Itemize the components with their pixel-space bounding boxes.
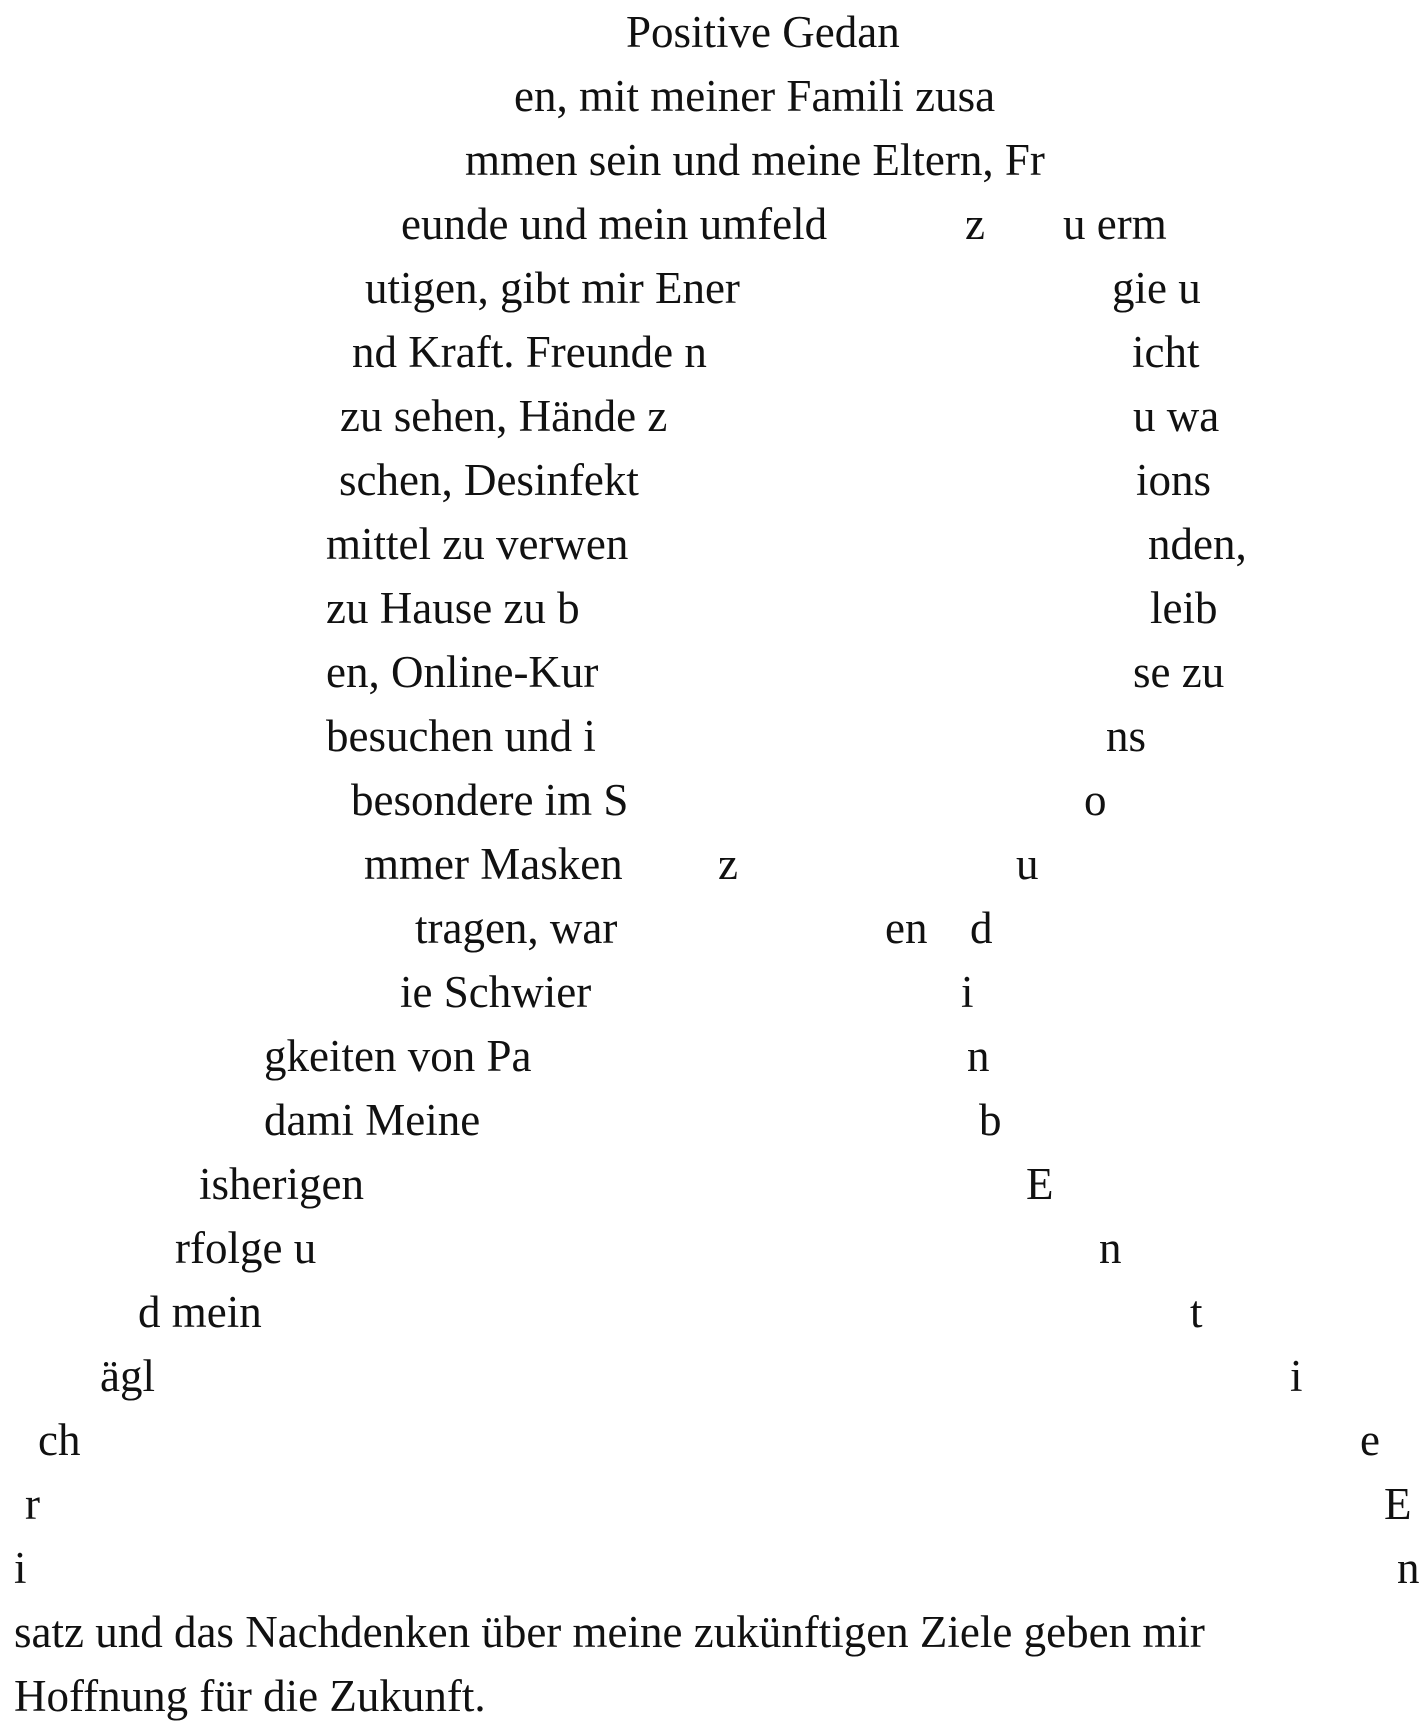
poem-line-10-left: zu Hause zu b xyxy=(326,583,580,633)
poem-line-20-left: rfolge u xyxy=(175,1223,317,1273)
poem-line-11-right: se zu xyxy=(1133,647,1225,697)
poem-line-21-right: t xyxy=(1190,1287,1203,1337)
poem-line-9-right: nden, xyxy=(1148,519,1247,569)
poem-line-16-left: ie Schwier xyxy=(400,967,592,1017)
poem-line-5-right: gie u xyxy=(1112,263,1201,313)
poem-line-14-left: mmer Masken xyxy=(364,839,623,889)
poem-line-20-right: n xyxy=(1099,1223,1122,1273)
poem-line-14-right: u xyxy=(1016,839,1039,889)
poem-line-1: Positive Gedan xyxy=(626,7,900,57)
poem-line-13-right: o xyxy=(1084,775,1107,825)
poem-line-8-right: ions xyxy=(1136,455,1212,505)
poem-line-22-right: i xyxy=(1290,1351,1303,1401)
poem-line-25-right: n xyxy=(1397,1543,1420,1593)
poem-line-11-left: en, Online-Kur xyxy=(326,647,599,697)
poem-line-12-left: besuchen und i xyxy=(326,711,596,761)
poem-line-17-left: gkeiten von Pa xyxy=(264,1031,532,1081)
poem-line-2: en, mit meiner Famili zusa xyxy=(514,71,996,121)
poem-line-14-middle: z xyxy=(718,839,738,889)
poem-line-24-left: r xyxy=(25,1479,40,1529)
poem-line-17-right: n xyxy=(967,1031,990,1081)
poem-line-21-left: d mein xyxy=(138,1287,262,1337)
poem-line-7-right: u wa xyxy=(1133,391,1220,441)
poem-line-12-right: ns xyxy=(1106,711,1147,761)
poem-line-7-left: zu sehen, Hände z xyxy=(340,391,668,441)
poem-line-23-right: e xyxy=(1360,1415,1380,1465)
poem-line-15-right: d xyxy=(970,903,993,953)
poem-line-4-right: u erm xyxy=(1063,199,1167,249)
poem-line-13-left: besondere im S xyxy=(351,775,629,825)
poem-line-22-left: ägl xyxy=(100,1351,155,1401)
poem-line-5-left: utigen, gibt mir Ener xyxy=(365,263,740,313)
poem-line-18-right: b xyxy=(979,1095,1002,1145)
poem-line-6-left: nd Kraft. Freunde n xyxy=(352,327,707,377)
poem-line-9-left: mittel zu verwen xyxy=(326,519,629,569)
poem-line-16-right: i xyxy=(961,967,974,1017)
poem-line-15-left: tragen, war xyxy=(415,903,618,953)
poem-line-10-right: leib xyxy=(1150,583,1218,633)
poem-line-3: mmen sein und meine Eltern, Fr xyxy=(465,135,1045,185)
poem-line-6-right: icht xyxy=(1132,327,1200,377)
poem-line-19-right: E xyxy=(1026,1159,1054,1209)
poem-line-25-left: i xyxy=(14,1543,27,1593)
poem-line-23-left: ch xyxy=(38,1415,81,1465)
poem-line-24-right: E xyxy=(1384,1479,1412,1529)
poem-line-4-left: eunde und mein umfeld xyxy=(401,199,828,249)
poem-line-26: satz und das Nachdenken über meine zukünftigen Ziele geben mir xyxy=(14,1607,1205,1657)
poem-line-27: Hoffnung für die Zukunft. xyxy=(14,1671,486,1721)
poem-line-19-left: isherigen xyxy=(199,1159,364,1209)
poem-line-4-middle: z xyxy=(965,199,985,249)
poem-line-18-left: dami Meine xyxy=(264,1095,481,1145)
poem-line-8-left: schen, Desinfekt xyxy=(339,455,639,505)
poem-line-15-middle: en xyxy=(885,903,928,953)
